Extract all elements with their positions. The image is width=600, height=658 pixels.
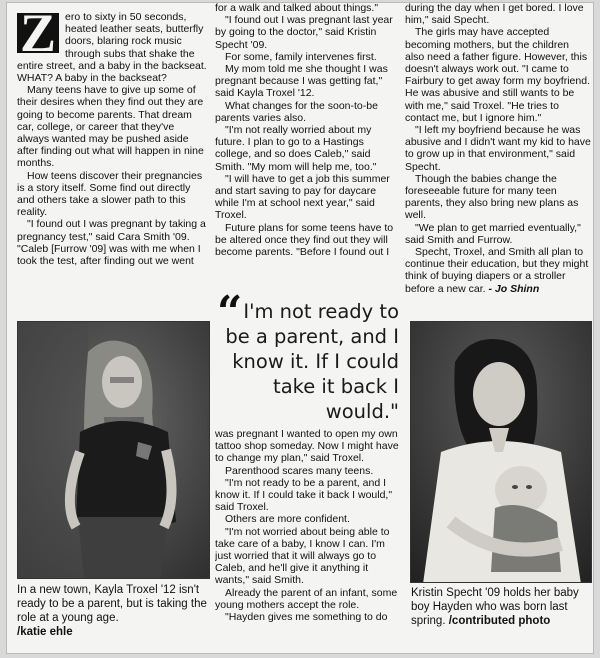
newspaper-clipping: [6, 2, 594, 654]
paragraph: "I left my boyfriend because he was abusive and I didn't want my kid to have to grow up in that environment," said Specht.: [405, 124, 591, 173]
photo-image: [18, 322, 210, 579]
paragraph: How teens discover their pregnancies is a story itself. Some find out directly and others take a slower path to this reality.: [17, 169, 203, 219]
article-column-1: [17, 11, 209, 321]
paragraph: Others are more confident.: [225, 513, 350, 526]
paragraph: Many teens have to give up some of their desires when they find out they are going to become parents. That dream car, college, or career that they've always wanted may be pushed aside after finding out what will happen in nine months.: [17, 84, 204, 170]
pull-quote-text: I'm not ready to be a parent, and I know it. If I could take it back I would.": [225, 300, 399, 423]
paragraph: "I'm not really worried about my future. I plan to go to a Hastings college, and so does Caleb," said Smith. "My mom will help me, too.": [215, 124, 377, 173]
paragraph: Already the parent of an infant, some young mothers accept the role.: [215, 586, 398, 611]
paragraph: during the day when I get bored. I love him," said Specht.: [405, 2, 584, 27]
quote-mark-icon: “: [217, 287, 243, 338]
photo-kristin-specht: [410, 321, 592, 583]
photo-image: [411, 322, 592, 583]
paragraph: Future plans for some teens have to be altered once they find out they will become parents. "Before I found out I: [215, 221, 394, 259]
paragraph: "I will have to get a job this summer and start saving to pay for daycare while I'm at school next year," said Troxel.: [215, 172, 390, 222]
paragraph: "Hayden gives me something to do: [225, 611, 388, 624]
paragraph: "I'm not worried about being able to take care of a baby, I know I can. I'm just worried that it will always go to Caleb, and he'll give it anything it wants," said Smith.: [215, 525, 390, 587]
photo-caption-2: [411, 586, 594, 628]
pull-quote: [217, 287, 399, 427]
photo-caption-1: [17, 583, 213, 639]
photo-credit: /contributed photo: [448, 615, 551, 627]
paragraph: Parenthood scares many teens.: [225, 464, 374, 477]
paragraph: [405, 246, 591, 295]
article-column-2: [215, 2, 399, 292]
photo-credit: /katie ehle: [17, 626, 73, 638]
paragraph: was pregnant I wanted to open my own tattoo shop someday. Now I might have to change my plan," said Troxel.: [215, 428, 399, 465]
paragraph: "We plan to get married eventually," said Smith and Furrow.: [405, 221, 581, 246]
paragraph: for a walk and talked about things.": [215, 2, 379, 14]
paragraph: My mom told me she thought I was pregnant because I was getting fat," said Kayla Troxel '12.: [215, 63, 388, 100]
paragraph: The girls may have accepted becoming mothers, but the children also need a father figure. However, this doesn't always work out. "I came to Fairbury to get away form my boyfriend. He was abusive and still wants to be with me," said Troxel. "He tries to contact me, but I ignore him.": [405, 26, 590, 124]
paragraph: ero to sixty in 50 seconds, heated leather seats, butterfly doors, blaring rock music through subs that shake the entire street, and a baby in the backseat. WHAT? A baby in the backseat?: [17, 11, 207, 85]
paragraph: Though the babies change the foreseeable future for many teen parents, they also bring new plans as well.: [405, 172, 579, 222]
article-column-3: [405, 2, 591, 302]
paragraph: "I found out I was pregnant by taking a pregnancy test," said Cara Smith '09. "Caleb [Furrow '09] was with me when I took the test, after finding out we went: [17, 218, 206, 268]
paragraph: "I found out I was pregnant last year by going to the doctor," said Kristin Specht '09.: [215, 14, 393, 51]
caption-text: In a new town, Kayla Troxel '12 isn't ready to be a parent, but is taking the role at a young age.: [17, 584, 207, 624]
paragraph: "I'm not ready to be a parent, and I know it. If I could take it back I would," said Troxel.: [215, 476, 393, 514]
paragraph: For some, family intervenes first.: [225, 50, 377, 63]
photo-kayla-troxel: [17, 321, 210, 579]
paragraph-text: Specht, Troxel, and Smith all plan to continue their education, but they might think of buying diapers or a stroller before a new car.: [405, 246, 589, 295]
article-column-2-continued: [215, 428, 399, 654]
drop-cap: Z: [17, 13, 59, 53]
caption-text: Kristin Specht '09 holds her baby boy Hayden who was born last spring.: [411, 587, 579, 627]
byline: - Jo Shinn: [488, 282, 540, 295]
paragraph: What changes for the soon-to-be parents varies also.: [215, 99, 378, 124]
